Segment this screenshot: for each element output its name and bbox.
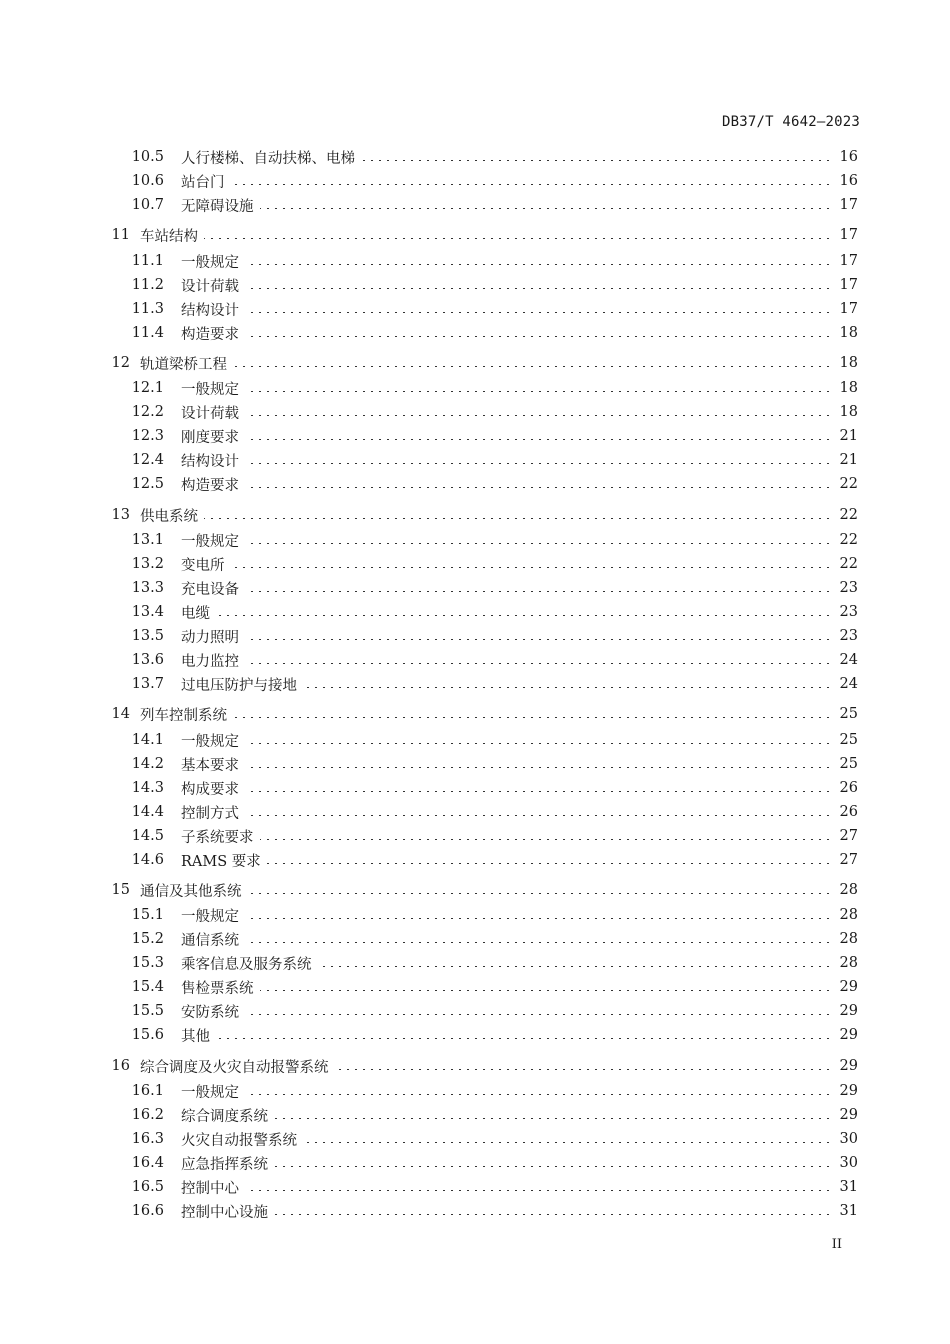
toc-dot-leader: [231, 567, 832, 568]
toc-entry-page-number: 21: [839, 452, 858, 468]
toc-entry-title: 供电系统: [140, 508, 198, 525]
toc-entry-number: 10.6: [131, 173, 164, 189]
toc-entry-page-number: 16: [839, 173, 858, 189]
toc-dot-leader: [245, 767, 832, 768]
toc-dot-leader: [231, 184, 832, 185]
toc-dot-leader: [216, 615, 832, 616]
toc-entry[interactable]: [0, 401, 950, 423]
toc-entry-number: 14.3: [131, 780, 164, 796]
toc-entry-title: 控制中心设施: [181, 1204, 268, 1221]
toc-entry-title: 控制方式: [181, 805, 239, 822]
toc-entry-page-number: 28: [839, 907, 858, 923]
toc-entry[interactable]: [0, 298, 950, 320]
toc-entry[interactable]: [0, 529, 950, 551]
toc-entry[interactable]: [0, 849, 950, 871]
toc-entry-number: 15.4: [131, 979, 164, 995]
toc-entry-title: 电力监控: [181, 653, 239, 670]
toc-entry-number: 14.6: [131, 852, 164, 868]
toc-entry-title: 安防系统: [181, 1004, 239, 1021]
toc-entry-page-number: 25: [839, 756, 858, 772]
toc-entry[interactable]: [0, 1024, 950, 1046]
toc-entry-number: 11: [111, 227, 130, 243]
toc-dot-leader: [216, 1038, 832, 1039]
toc-entry-title: 电缆: [181, 605, 210, 622]
toc-entry-page-number: 28: [839, 931, 858, 947]
toc-entry-page-number: 21: [839, 428, 858, 444]
toc-entry-page-number: 22: [839, 556, 858, 572]
toc-entry[interactable]: [0, 449, 950, 471]
toc-dot-leader: [303, 1142, 832, 1143]
toc-entry-number: 13.1: [131, 532, 164, 548]
toc-dot-leader: [245, 663, 832, 664]
toc-dot-leader: [274, 1214, 832, 1215]
toc-entry-page-number: 22: [839, 532, 858, 548]
toc-entry-number: 13.6: [131, 652, 164, 668]
toc-entry-page-number: 16: [839, 149, 858, 165]
toc-dot-leader: [233, 717, 832, 718]
toc-dot-leader: [245, 391, 832, 392]
toc-entry-title: 变电所: [181, 557, 225, 574]
toc-entry-page-number: 29: [839, 1003, 858, 1019]
toc-entry-page-number: 26: [839, 780, 858, 796]
toc-entry-page-number: 23: [839, 628, 858, 644]
toc-entry[interactable]: [0, 1055, 950, 1077]
toc-entry-number: 15.2: [131, 931, 164, 947]
toc-dot-leader: [245, 264, 832, 265]
toc-dot-leader: [260, 839, 832, 840]
toc-entry-page-number: 17: [839, 277, 858, 293]
toc-entry-page-number: 31: [839, 1179, 858, 1195]
toc-entry-number: 13.2: [131, 556, 164, 572]
toc-entry[interactable]: [0, 577, 950, 599]
toc-entry-number: 14.4: [131, 804, 164, 820]
toc-entry[interactable]: [0, 274, 950, 296]
toc-dot-leader: [245, 743, 832, 744]
toc-dot-leader: [248, 893, 832, 894]
toc-entry-number: 14.5: [131, 828, 164, 844]
toc-entry-page-number: 22: [839, 476, 858, 492]
toc-dot-leader: [245, 439, 832, 440]
toc-entry-number: 16.4: [131, 1155, 164, 1171]
toc-entry-title: 一般规定: [181, 533, 239, 550]
toc-entry-title: 人行楼梯、自动扶梯、电梯: [181, 150, 355, 167]
toc-dot-leader: [245, 1190, 832, 1191]
toc-entry[interactable]: [0, 1080, 950, 1102]
toc-entry-number: 12.5: [131, 476, 164, 492]
toc-entry-page-number: 30: [839, 1155, 858, 1171]
toc-entry-number: 12.4: [131, 452, 164, 468]
toc-entry-title: 结构设计: [181, 453, 239, 470]
toc-entry-page-number: 17: [839, 253, 858, 269]
toc-entry-title: RAMS 要求: [181, 853, 261, 870]
toc-entry[interactable]: [0, 1104, 950, 1126]
toc-dot-leader: [361, 160, 832, 161]
toc-entry-number: 10.7: [131, 197, 164, 213]
toc-entry[interactable]: [0, 170, 950, 192]
toc-dot-leader: [245, 591, 832, 592]
toc-entry-title: 车站结构: [140, 228, 198, 245]
toc-entry-title: 综合调度系统: [181, 1108, 268, 1125]
toc-entry[interactable]: [0, 1128, 950, 1150]
toc-entry-page-number: 29: [839, 979, 858, 995]
toc-entry-number: 12.2: [131, 404, 164, 420]
toc-entry-page-number: 29: [839, 1107, 858, 1123]
toc-entry-title: 设计荷载: [181, 278, 239, 295]
toc-dot-leader: [245, 463, 832, 464]
toc-entry-title: 列车控制系统: [140, 707, 227, 724]
page-folio: II: [831, 1237, 842, 1252]
toc-entry-title: 轨道梁桥工程: [140, 356, 227, 373]
toc-entry-title: 子系统要求: [181, 829, 254, 846]
toc-entry-page-number: 18: [839, 325, 858, 341]
toc-entry[interactable]: [0, 649, 950, 671]
toc-entry-number: 14.1: [131, 732, 164, 748]
toc-entry[interactable]: [0, 703, 950, 725]
toc-dot-leader: [204, 238, 832, 239]
toc-entry-number: 11.4: [131, 325, 164, 341]
toc-entry-title: 乘客信息及服务系统: [181, 956, 312, 973]
toc-entry[interactable]: [0, 952, 950, 974]
toc-entry-page-number: 18: [839, 355, 858, 371]
toc-entry-number: 12: [111, 355, 130, 371]
toc-entry-number: 13.5: [131, 628, 164, 644]
toc-entry-page-number: 27: [839, 852, 858, 868]
document-code: DB37/T 4642—2023: [721, 114, 860, 130]
toc-entry[interactable]: [0, 224, 950, 246]
toc-entry-title: 火灾自动报警系统: [181, 1132, 297, 1149]
toc-entry-page-number: 25: [839, 732, 858, 748]
toc-entry-page-number: 24: [839, 652, 858, 668]
toc-entry-number: 16.6: [131, 1203, 164, 1219]
toc-entry-title: 应急指挥系统: [181, 1156, 268, 1173]
toc-dot-leader: [245, 791, 832, 792]
toc-entry-page-number: 31: [839, 1203, 858, 1219]
toc-entry[interactable]: [0, 729, 950, 751]
toc-entry-number: 13: [111, 507, 130, 523]
toc-entry-title: 构造要求: [181, 326, 239, 343]
toc-dot-leader: [274, 1118, 832, 1119]
toc-entry[interactable]: [0, 1176, 950, 1198]
toc-entry-title: 基本要求: [181, 757, 239, 774]
toc-entry-page-number: 28: [839, 882, 858, 898]
toc-entry-title: 站台门: [181, 174, 225, 191]
toc-entry-page-number: 22: [839, 507, 858, 523]
toc-entry-page-number: 29: [839, 1027, 858, 1043]
toc-entry[interactable]: [0, 825, 950, 847]
toc-entry-page-number: 18: [839, 404, 858, 420]
toc-dot-leader: [245, 336, 832, 337]
toc-entry-page-number: 29: [839, 1083, 858, 1099]
toc-entry[interactable]: [0, 1152, 950, 1174]
toc-entry[interactable]: [0, 1200, 950, 1222]
toc-entry-page-number: 23: [839, 580, 858, 596]
toc-dot-leader: [318, 966, 832, 967]
toc-entry[interactable]: [0, 352, 950, 374]
toc-entry[interactable]: [0, 928, 950, 950]
toc-dot-leader: [204, 518, 832, 519]
toc-entry-title: 控制中心: [181, 1180, 239, 1197]
toc-entry-number: 15.5: [131, 1003, 164, 1019]
toc-entry-title: 一般规定: [181, 908, 239, 925]
toc-entry[interactable]: [0, 553, 950, 575]
toc-dot-leader: [267, 863, 832, 864]
toc-entry-number: 12.1: [131, 380, 164, 396]
toc-entry-page-number: 29: [839, 1058, 858, 1074]
toc-entry[interactable]: [0, 976, 950, 998]
toc-dot-leader: [245, 415, 832, 416]
toc-entry-title: 充电设备: [181, 581, 239, 598]
toc-dot-leader: [245, 1014, 832, 1015]
toc-entry-number: 11.3: [131, 301, 164, 317]
toc-entry[interactable]: [0, 801, 950, 823]
toc-entry-title: 一般规定: [181, 381, 239, 398]
toc-entry-title: 构造要求: [181, 477, 239, 494]
toc-dot-leader: [335, 1069, 832, 1070]
toc-entry-page-number: 17: [839, 227, 858, 243]
toc-entry-number: 14: [111, 706, 130, 722]
toc-entry-number: 11.1: [131, 253, 164, 269]
toc-entry-page-number: 26: [839, 804, 858, 820]
toc-entry-page-number: 24: [839, 676, 858, 692]
toc-dot-leader: [260, 208, 832, 209]
toc-entry-number: 15.1: [131, 907, 164, 923]
toc-entry[interactable]: [0, 1000, 950, 1022]
toc-entry-number: 16.1: [131, 1083, 164, 1099]
toc-entry[interactable]: [0, 777, 950, 799]
toc-entry[interactable]: [0, 146, 950, 168]
toc-dot-leader: [245, 942, 832, 943]
toc-entry-title: 通信及其他系统: [140, 883, 242, 900]
toc-entry-number: 16.2: [131, 1107, 164, 1123]
toc-dot-leader: [245, 288, 832, 289]
toc-entry-page-number: 28: [839, 955, 858, 971]
toc-entry[interactable]: [0, 904, 950, 926]
toc-entry-title: 售检票系统: [181, 980, 254, 997]
toc-entry-number: 14.2: [131, 756, 164, 772]
toc-entry-title: 结构设计: [181, 302, 239, 319]
toc-entry-title: 一般规定: [181, 254, 239, 271]
toc-entry-title: 动力照明: [181, 629, 239, 646]
toc-entry-number: 16.5: [131, 1179, 164, 1195]
toc-entry[interactable]: [0, 377, 950, 399]
toc-entry-title: 无障碍设施: [181, 198, 254, 215]
toc-entry-number: 11.2: [131, 277, 164, 293]
toc-entry-number: 16: [111, 1058, 130, 1074]
toc-entry-title: 一般规定: [181, 1084, 239, 1101]
toc-entry-page-number: 18: [839, 380, 858, 396]
toc-dot-leader: [245, 639, 832, 640]
toc-dot-leader: [245, 918, 832, 919]
toc-entry-page-number: 17: [839, 301, 858, 317]
toc-entry-number: 13.4: [131, 604, 164, 620]
toc-entry[interactable]: [0, 601, 950, 623]
toc-dot-leader: [260, 990, 832, 991]
toc-entry[interactable]: [0, 425, 950, 447]
toc-entry-title: 设计荷载: [181, 405, 239, 422]
toc-entry-title: 其他: [181, 1028, 210, 1045]
toc-entry-number: 15: [111, 882, 130, 898]
toc-entry-page-number: 30: [839, 1131, 858, 1147]
toc-dot-leader: [245, 1094, 832, 1095]
toc-entry-page-number: 27: [839, 828, 858, 844]
toc-dot-leader: [274, 1166, 832, 1167]
toc-entry-number: 13.7: [131, 676, 164, 692]
toc-entry-number: 15.6: [131, 1027, 164, 1043]
toc-entry-title: 通信系统: [181, 932, 239, 949]
toc-entry-number: 15.3: [131, 955, 164, 971]
toc-dot-leader: [245, 312, 832, 313]
toc-entry-page-number: 23: [839, 604, 858, 620]
toc-entry[interactable]: [0, 753, 950, 775]
toc-entry-title: 构成要求: [181, 781, 239, 798]
toc-dot-leader: [245, 487, 832, 488]
toc-entry[interactable]: [0, 473, 950, 495]
toc-entry[interactable]: [0, 673, 950, 695]
toc-entry[interactable]: [0, 194, 950, 216]
toc-entry-number: 10.5: [131, 149, 164, 165]
toc-entry-title: 综合调度及火灾自动报警系统: [140, 1059, 329, 1076]
toc-dot-leader: [233, 366, 832, 367]
toc-entry-page-number: 25: [839, 706, 858, 722]
toc-entry[interactable]: [0, 625, 950, 647]
toc-dot-leader: [303, 687, 832, 688]
toc-entry-number: 13.3: [131, 580, 164, 596]
toc-entry-title: 刚度要求: [181, 429, 239, 446]
toc-entry[interactable]: [0, 250, 950, 272]
toc-dot-leader: [245, 815, 832, 816]
toc-entry-page-number: 17: [839, 197, 858, 213]
toc-entry-number: 16.3: [131, 1131, 164, 1147]
toc-entry-title: 过电压防护与接地: [181, 677, 297, 694]
toc-entry-number: 12.3: [131, 428, 164, 444]
toc-entry[interactable]: [0, 322, 950, 344]
toc-entry[interactable]: [0, 504, 950, 526]
toc-entry-title: 一般规定: [181, 733, 239, 750]
toc-entry[interactable]: [0, 879, 950, 901]
toc-dot-leader: [245, 543, 832, 544]
